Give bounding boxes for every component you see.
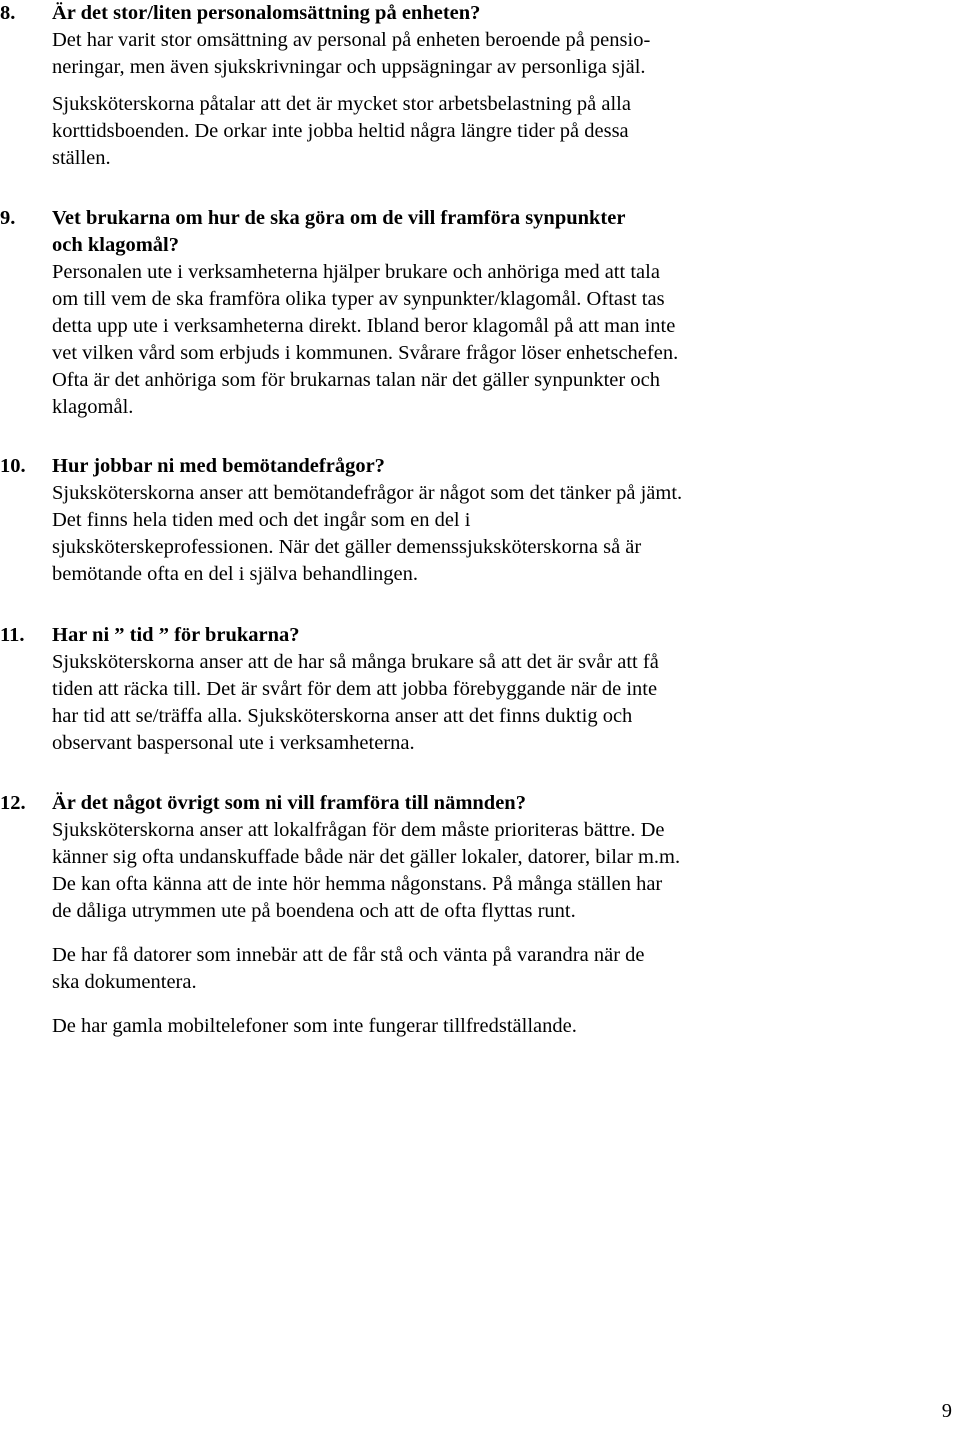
text-line: Personalen ute i verksamheterna hjälper brukare och anhöriga med att tala	[52, 261, 660, 283]
text-line: de dåliga utrymmen ute på boendena och att de ofta flyttas runt.	[52, 900, 576, 922]
text-line: vet vilken vård som erbjuds i kommunen. Svårare frågor löser enhetschefen.	[52, 342, 679, 364]
page-number: 9	[941, 1400, 952, 1422]
section-heading	[0, 622, 960, 649]
text-line: neringar, men även sjukskrivningar och uppsägningar av personliga själ.	[52, 56, 646, 78]
text-line: Ofta är det anhöriga som för brukarnas talan när det gäller synpunkter och	[52, 369, 660, 391]
text-line: klagomål.	[52, 396, 134, 418]
section-heading	[0, 790, 960, 817]
heading-line: Är det stor/liten personalomsättning på enheten?	[52, 2, 481, 24]
text-line: känner sig ofta undanskuffade både när det gäller lokaler, datorer, bilar m.m.	[52, 846, 681, 868]
section-8	[0, 0, 960, 172]
text-line: detta upp ute i verksamheterna direkt. Ibland beror klagomål på att man inte	[52, 315, 676, 337]
section-number: 11.	[0, 624, 25, 646]
heading-line: och klagomål?	[52, 234, 179, 256]
heading-line: Är det något övrigt som ni vill framföra till nämnden?	[52, 792, 526, 814]
paragraph	[0, 259, 960, 421]
text-line: Sjuksköterskorna anser att lokalfrågan för dem måste prioriteras bättre. De	[52, 819, 665, 841]
text-line: om till vem de ska framföra olika typer av synpunkter/klagomål. Oftast tas	[52, 288, 665, 310]
text-line: ställen.	[52, 147, 111, 169]
text-line: Det finns hela tiden med och det ingår som en del i	[52, 509, 471, 531]
heading-line: Vet brukarna om hur de ska göra om de vill framföra synpunkter	[52, 207, 626, 229]
text-line: korttidsboenden. De orkar inte jobba heltid några längre tider på dessa	[52, 120, 629, 142]
text-line: tiden att räcka till. Det är svårt för dem att jobba förebyggande när de inte	[52, 678, 658, 700]
section-12	[0, 790, 960, 1040]
paragraph	[0, 27, 960, 81]
section-number: 10.	[0, 455, 26, 477]
paragraph	[0, 91, 960, 172]
paragraph	[0, 480, 960, 588]
text-line: har tid att se/träffa alla. Sjuksköterskorna anser att det finns duktig och	[52, 705, 633, 727]
paragraph	[0, 942, 960, 996]
heading-line: Hur jobbar ni med bemötandefrågor?	[52, 455, 385, 477]
text-line: ska dokumentera.	[52, 971, 197, 993]
text-line: bemötande ofta en del i själva behandlingen.	[52, 563, 419, 585]
text-line: Sjuksköterskorna anser att de har så många brukare så att det är svår att få	[52, 651, 659, 673]
text-line: De har få datorer som innebär att de får stå och vänta på varandra när de	[52, 944, 645, 966]
text-line: De kan ofta känna att de inte hör hemma någonstans. På många ställen har	[52, 873, 663, 895]
text-line: Det har varit stor omsättning av personal på enheten beroende på pensio-	[52, 29, 651, 51]
section-number: 8.	[0, 2, 16, 24]
text-line: observant baspersonal ute i verksamheterna.	[52, 732, 415, 754]
paragraph	[0, 817, 960, 925]
text-line: Sjuksköterskorna påtalar att det är mycket stor arbetsbelastning på alla	[52, 93, 631, 115]
section-number: 9.	[0, 207, 16, 229]
section-heading	[0, 0, 960, 27]
text-line: De har gamla mobiltelefoner som inte fungerar tillfredställande.	[52, 1015, 577, 1037]
paragraph	[0, 1013, 960, 1040]
section-9	[0, 205, 960, 421]
section-10	[0, 453, 960, 588]
section-number: 12.	[0, 792, 26, 814]
section-11	[0, 622, 960, 757]
section-heading	[0, 453, 960, 480]
text-line: Sjuksköterskorna anser att bemötandefrågor är något som det tänker på jämt.	[52, 482, 683, 504]
text-line: sjuksköterskeprofessionen. När det gäller demenssjuksköterskorna så är	[52, 536, 642, 558]
section-heading	[0, 205, 960, 259]
paragraph	[0, 649, 960, 757]
heading-line: Har ni ” tid ” för brukarna?	[52, 624, 300, 646]
